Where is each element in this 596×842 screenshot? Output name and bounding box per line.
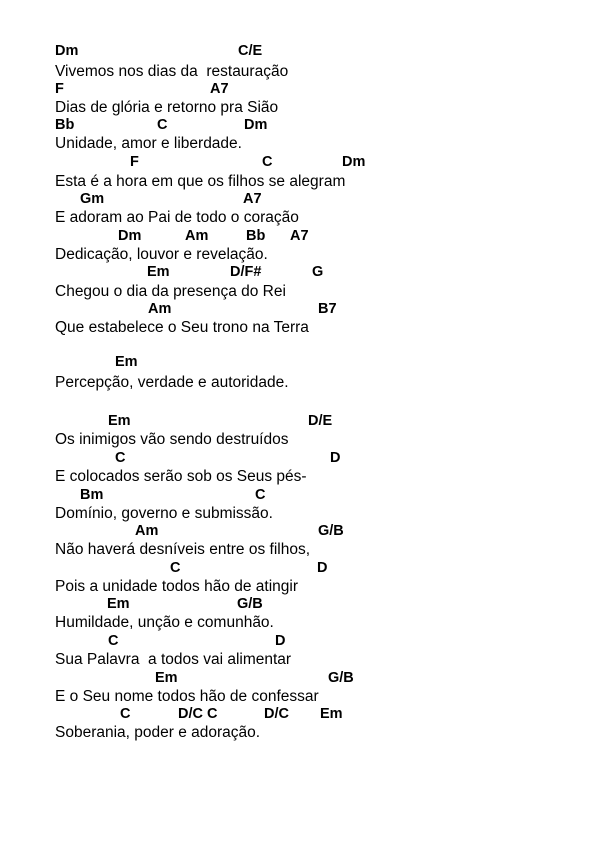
- chord: C/E: [238, 43, 263, 59]
- lyric-line: Dias de glória e retorno pra Sião: [55, 99, 279, 116]
- lyric-line: Percepção, verdade e autoridade.: [55, 374, 289, 391]
- lyric-line: E adoram ao Pai de todo o coração: [55, 209, 299, 226]
- lyric-line: Vivemos nos dias da restauração: [55, 63, 289, 80]
- chord: Am: [135, 523, 159, 539]
- lyric-line: Chegou o dia da presença do Rei: [55, 283, 286, 300]
- chord: G/B: [328, 670, 354, 686]
- chord: B7: [318, 301, 337, 317]
- chord: D/C: [264, 706, 289, 722]
- chord: C: [120, 706, 131, 722]
- lyric-line: E colocados serão sob os Seus pés-: [55, 468, 307, 485]
- chord: A7: [210, 81, 229, 97]
- chord: C: [108, 633, 119, 649]
- chord: G/B: [237, 596, 263, 612]
- chord: C: [255, 487, 266, 503]
- chord: Dm: [244, 117, 268, 133]
- chord: D/C C: [178, 706, 218, 722]
- lyric-line: Não haverá desníveis entre os filhos,: [55, 541, 311, 558]
- chord: F: [130, 154, 139, 170]
- chord: Am: [185, 228, 209, 244]
- chord: Bm: [80, 487, 104, 503]
- chord: Gm: [80, 191, 105, 207]
- chord: C: [170, 560, 181, 576]
- lyric-line: Soberania, poder e adoração.: [55, 724, 261, 741]
- chord: D/F#: [230, 264, 262, 280]
- chord: Em: [115, 354, 138, 370]
- lyric-line: Unidade, amor e liberdade.: [55, 135, 242, 152]
- lyric-line: Sua Palavra a todos vai alimentar: [55, 651, 292, 668]
- chord: C: [262, 154, 273, 170]
- chord: Em: [107, 596, 130, 612]
- lyric-line: Os inimigos vão sendo destruídos: [55, 431, 289, 448]
- chord: A7: [290, 228, 309, 244]
- chord: Em: [147, 264, 170, 280]
- lyric-line: Que estabelece o Seu trono na Terra: [55, 319, 309, 336]
- chord: D: [317, 560, 328, 576]
- chord: Bb: [55, 117, 75, 133]
- chord: Dm: [342, 154, 366, 170]
- lyric-line: E o Seu nome todos hão de confessar: [55, 688, 319, 705]
- lyric-line: Dedicação, louvor e revelação.: [55, 246, 268, 263]
- chord: Dm: [55, 43, 79, 59]
- chord: Dm: [118, 228, 142, 244]
- chord: Bb: [246, 228, 266, 244]
- lyric-line: Humildade, unção e comunhão.: [55, 614, 274, 631]
- chord: G: [312, 264, 324, 280]
- chord: Am: [148, 301, 172, 317]
- chord: F: [55, 81, 64, 97]
- lyric-line: Domínio, governo e submissão.: [55, 505, 273, 522]
- chord: D: [330, 450, 341, 466]
- chord: A7: [243, 191, 262, 207]
- chord: G/B: [318, 523, 344, 539]
- chord: Em: [320, 706, 343, 722]
- chord: D/E: [308, 413, 333, 429]
- lyric-line: Esta é a hora em que os filhos se alegram: [55, 173, 346, 190]
- chord: C: [115, 450, 126, 466]
- chord: C: [157, 117, 168, 133]
- chord: Em: [108, 413, 131, 429]
- chord: D: [275, 633, 286, 649]
- lyric-line: Pois a unidade todos hão de atingir: [55, 578, 299, 595]
- chord: Em: [155, 670, 178, 686]
